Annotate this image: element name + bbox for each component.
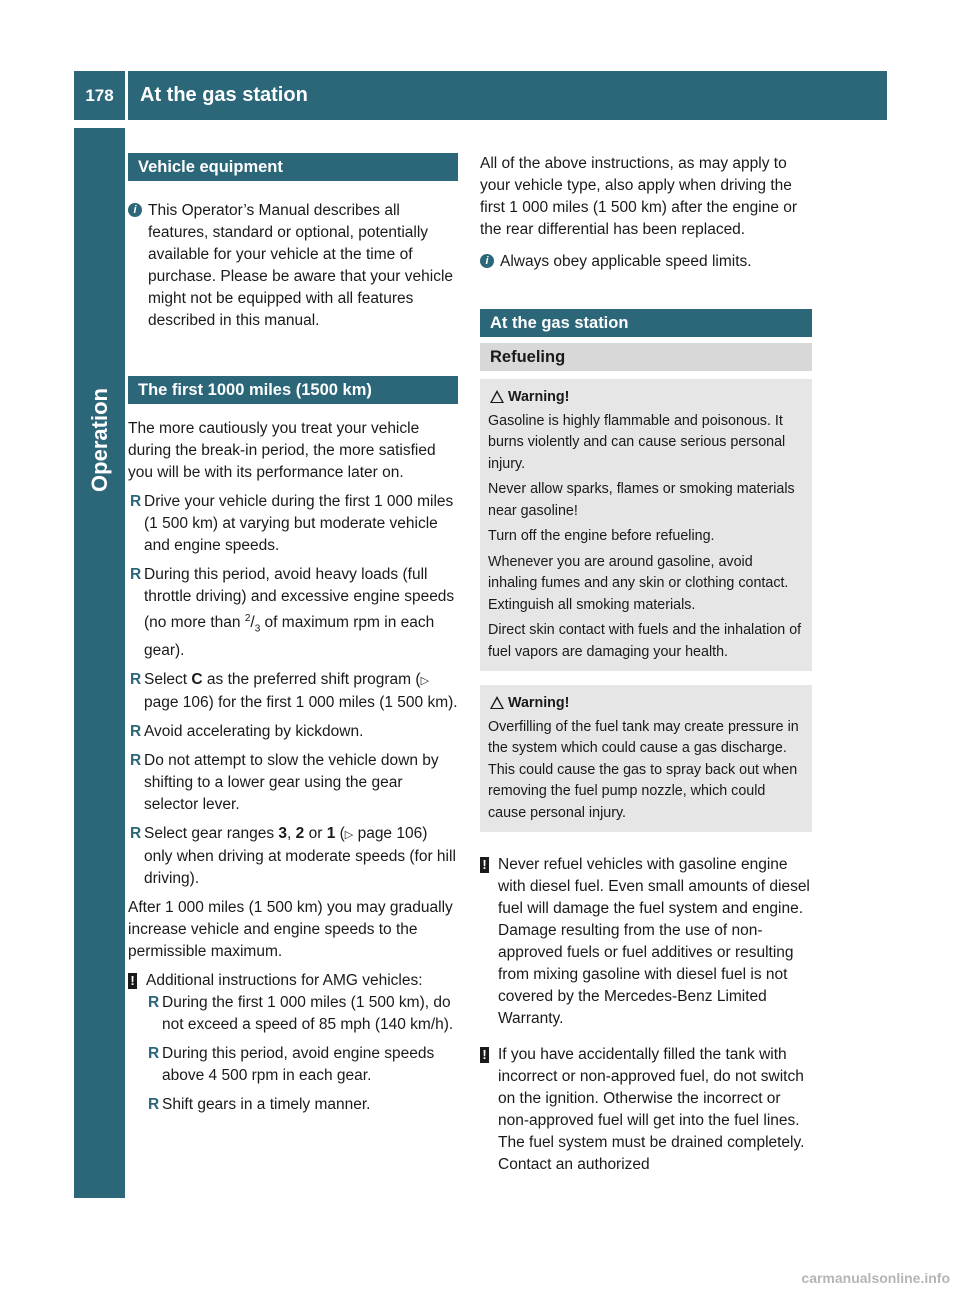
bullet-marker: R xyxy=(148,1096,160,1114)
page-reference-arrow-icon: ▷ xyxy=(420,675,430,688)
list-item: R During the first 1 000 miles (1 500 km), do not exceed a speed of 85 mph (140 km/h). xyxy=(148,994,454,1034)
footer-watermark: carmanualsonline.info xyxy=(801,1270,950,1286)
right-column xyxy=(480,153,812,1176)
warning-paragraph: Turn off the engine before refueling. xyxy=(488,528,715,544)
caution-note-text: If you have accidentally filled the tank with incorrect or non-approved fuel, do not switch on the ignition. Otherwise the incorrect or non-approved fuel will get into the fuel lines. The fuel system must be drained completely. Contact an authorized xyxy=(498,1046,805,1173)
vehicle-equipment-heading: Vehicle equipment xyxy=(128,153,458,181)
warning-title: Warning! xyxy=(488,387,804,409)
left-column xyxy=(128,153,458,1116)
list-item: R Shift gears in a timely manner. xyxy=(146,1094,458,1116)
warning-title: Warning! xyxy=(488,693,804,715)
page-number: 178 xyxy=(74,71,125,120)
after-break-in-text: After 1 000 miles (1 500 km) you may gradually increase vehicle and engine speeds to the permissible maximum. xyxy=(128,899,453,961)
bullet-marker: R xyxy=(130,825,142,843)
info-icon: i xyxy=(128,203,142,217)
caution-note xyxy=(480,1044,812,1176)
bullet-marker: R xyxy=(148,994,160,1012)
bullet-marker: R xyxy=(130,671,142,689)
warning-paragraph: Gasoline is highly flammable and poisonous. It burns violently and can cause serious personal injury. xyxy=(488,412,786,472)
refueling-heading: Refueling xyxy=(480,343,812,371)
bullet-marker: R xyxy=(130,566,142,583)
warning-paragraph: Direct skin contact with fuels and the inhalation of fuel vapors are damaging your health. xyxy=(488,622,802,660)
warning-triangle-icon xyxy=(490,390,504,403)
amg-note xyxy=(128,970,458,1116)
warning-paragraph: Never allow sparks, flames or smoking materials near gasoline! xyxy=(488,481,795,519)
bullet-marker: R xyxy=(130,752,142,770)
list-item: R Avoid accelerating by kickdown. xyxy=(128,721,458,743)
warning-box xyxy=(480,379,812,671)
continued-text: All of the above instructions, as may apply to your vehicle type, also apply when driving the first 1 000 miles (1 500 km) after the engine or the rear differential has been replaced. xyxy=(480,155,798,238)
exclamation-icon: ! xyxy=(128,973,137,989)
first-miles-heading: The first 1000 miles (1500 km) xyxy=(128,376,458,404)
side-tab xyxy=(74,128,125,1198)
list-item: R During this period, avoid engine speeds above 4 500 rpm in each gear. xyxy=(148,1045,435,1085)
bullet-marker: R xyxy=(130,723,142,741)
info-icon: i xyxy=(480,254,494,268)
bullet-marker: R xyxy=(130,493,142,510)
caution-note xyxy=(480,854,812,1030)
break-in-list xyxy=(128,491,458,890)
page-reference-arrow-icon: ▷ xyxy=(344,829,354,842)
first-miles-intro: The more cautiously you treat your vehicle during the break-in period, the more satisfied you will be with its performance later on. xyxy=(128,420,436,481)
list-item: R During this period, avoid heavy loads (full throttle driving) and excessive engine speeds (no more than $^2/_3$ of maximum rpm in each gear). xyxy=(130,566,455,660)
amg-note-text: Additional instructions for AMG vehicles: xyxy=(146,972,423,990)
side-tab-label: Operation xyxy=(87,388,112,492)
list-item: R Do not attempt to slow the vehicle down by shifting to a lower gear using the gear selector lever. xyxy=(130,752,439,814)
info-note xyxy=(128,200,458,332)
list-item: R Select C as the preferred shift program (▷ page 106) for the first 1 000 miles (1 500 km). xyxy=(130,671,458,712)
bullet-marker: R xyxy=(148,1045,160,1063)
list-item: R Drive your vehicle during the first 1 000 miles (1 500 km) at varying but moderate vehicle and engine speeds. xyxy=(130,493,454,554)
warning-paragraph: Whenever you are around gasoline, avoid inhaling fumes and any skin or clothing contact. Extinguish all smoking materials. xyxy=(488,553,789,613)
info-note xyxy=(480,251,812,273)
speed-note-text: Always obey applicable speed limits. xyxy=(500,253,752,270)
exclamation-icon: ! xyxy=(480,1047,489,1063)
amg-list xyxy=(146,992,458,1116)
caution-note-text: Never refuel vehicles with gasoline engine with diesel fuel. Even small amounts of diesel fuel will damage the fuel system and engine. Damage resulting from the use of non-approved fuels or fuel additives or resulting from mixing gasoline with diesel fuel is not covered by the Mercedes-Benz Limited Warranty. xyxy=(498,856,810,1027)
warning-box xyxy=(480,685,812,832)
gas-station-heading: At the gas station xyxy=(480,309,812,337)
list-item: R Select gear ranges 3, 2 or 1 (▷ page 106) only when driving at moderate speeds (for hill driving). xyxy=(130,825,456,888)
exclamation-icon: ! xyxy=(480,857,489,873)
warning-triangle-icon xyxy=(490,696,504,709)
warning-paragraph: Overfilling of the fuel tank may create pressure in the system which could cause a gas discharge. This could cause the gas to spray back out when removing the fuel pump nozzle, which could cause personal injury. xyxy=(488,718,799,821)
page-title: At the gas station xyxy=(128,71,887,120)
info-note-text: This Operator’s Manual describes all features, standard or optional, potentially available for your vehicle at the time of purchase. Please be aware that your vehicle might not be equipped with all features described in this manual. xyxy=(148,202,454,329)
